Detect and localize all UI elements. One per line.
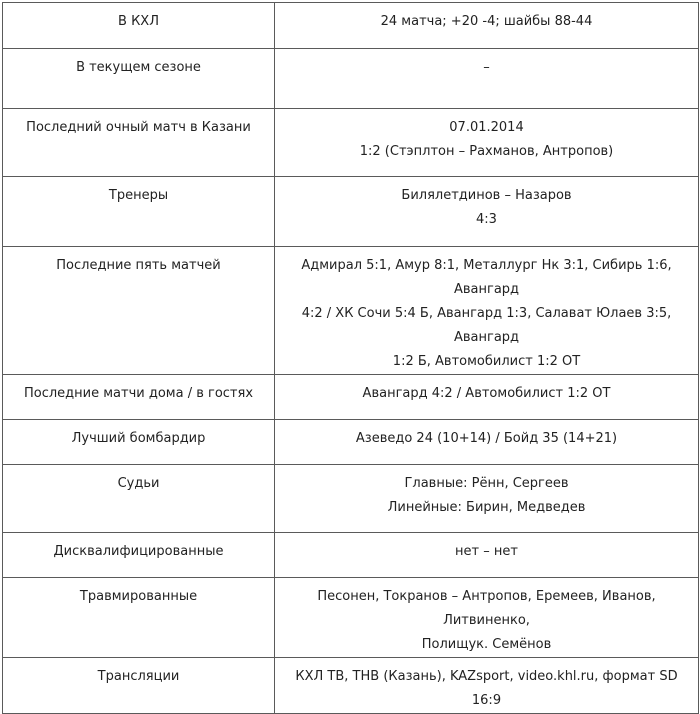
value-line: Адмирал 5:1, Амур 8:1, Металлург Нк 3:1, Сибирь 1:6, Авангард (301, 258, 672, 297)
row-value (275, 375, 699, 420)
value-line: Полищук. Семёнов (421, 637, 552, 652)
value-line: Песонен, Токранов – Антропов, Еремеев, Иванов, Литвиненко, (317, 589, 656, 628)
row-label: Травмированные (3, 578, 275, 658)
value-line: Авангард 4:2 / Автомобилист 1:2 ОТ (362, 386, 611, 401)
table-row (3, 375, 699, 420)
match-stats-table (2, 2, 699, 714)
row-value (275, 177, 699, 247)
table-row (3, 420, 699, 465)
row-value (275, 420, 699, 465)
value-line: Линейные: Бирин, Медведев (387, 500, 586, 515)
value-line: Билялетдинов – Назаров (401, 188, 572, 203)
table-row (3, 177, 699, 247)
row-label: Тренеры (3, 177, 275, 247)
row-value (275, 3, 699, 49)
value-line: – (483, 60, 490, 75)
value-line: 24 матча; +20 -4; шайбы 88-44 (380, 14, 593, 29)
row-label: Лучший бомбардир (3, 420, 275, 465)
row-label: Последние матчи дома / в гостях (3, 375, 275, 420)
table-row (3, 247, 699, 375)
table-row (3, 3, 699, 49)
value-line: 07.01.2014 (449, 120, 524, 135)
table-row (3, 49, 699, 109)
value-line: Главные: Рённ, Сергеев (404, 476, 569, 491)
value-line: 1:2 Б, Автомобилист 1:2 ОТ (392, 354, 581, 369)
table-row (3, 109, 699, 177)
row-label: Последний очный матч в Казани (3, 109, 275, 177)
table-row (3, 465, 699, 533)
row-value (275, 578, 699, 658)
row-label: Судьи (3, 465, 275, 533)
value-line: 4:3 (476, 212, 497, 227)
row-value (275, 49, 699, 109)
row-label: Дисквалифицированные (3, 533, 275, 578)
row-value (275, 658, 699, 714)
table-row (3, 533, 699, 578)
value-line: Азеведо 24 (10+14) / Бойд 35 (14+21) (355, 431, 618, 446)
value-line: нет – нет (455, 544, 518, 559)
row-label: В текущем сезоне (3, 49, 275, 109)
value-line: КХЛ ТВ, ТНВ (Казань), KAZsport, video.khl.ru, формат SD 16:9 (295, 669, 678, 708)
row-label: Трансляции (3, 658, 275, 714)
row-value (275, 533, 699, 578)
row-label: В КХЛ (3, 3, 275, 49)
row-label: Последние пять матчей (3, 247, 275, 375)
value-line: 1:2 (Стэплтон – Рахманов, Антропов) (359, 144, 614, 159)
table-row (3, 658, 699, 714)
row-value (275, 247, 699, 375)
value-line: 4:2 / ХК Сочи 5:4 Б, Авангард 1:3, Салават Юлаев 3:5, Авангард (301, 306, 672, 345)
row-value (275, 109, 699, 177)
table-row (3, 578, 699, 658)
row-value (275, 465, 699, 533)
